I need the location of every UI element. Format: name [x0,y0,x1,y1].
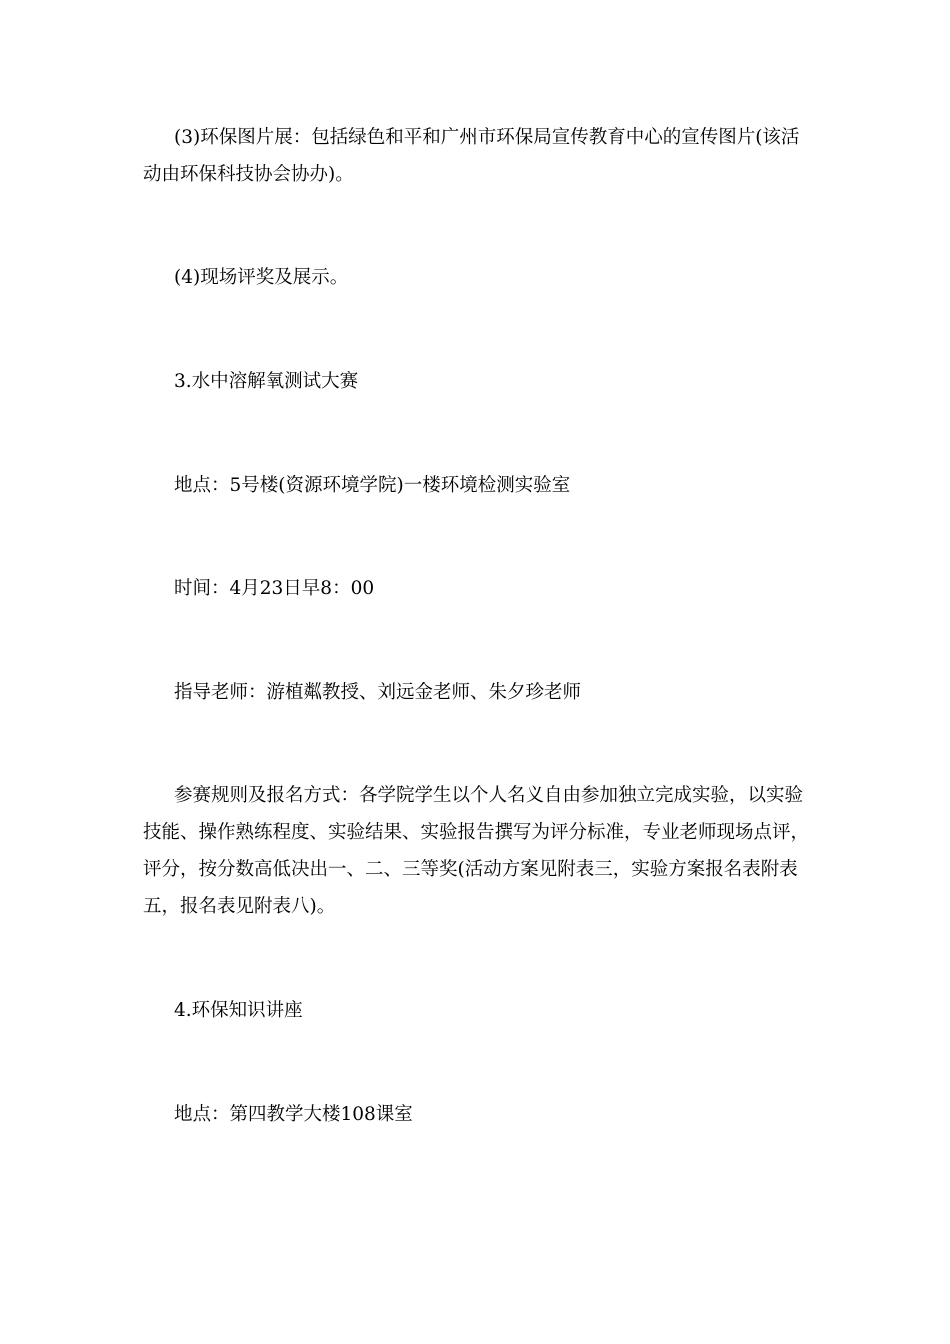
paragraph-contest-time: 时间：4月23日早8：00 [174,578,375,599]
paragraph-rules-registration: 参赛规则及报名方式：各学院学生以个人名义自由参加独立完成实验，以实验技能、操作熟练程度、实验结果、实验报告撰写为评分标准，专业老师现场点评，评分，按分数高低决出一、二、三等奖(活动方案见附表三，实验方案报名表附表五，报名表见附表八)。 [143,785,810,917]
paragraph-contest-location: 地点：5号楼(资源环境学院)一楼环境检测实验室 [174,475,571,496]
paragraph-onsite-awards: (4)现场评奖及展示。 [174,267,349,288]
paragraph-advisors: 指导老师：游植粼教授、刘远金老师、朱夕珍老师 [174,682,582,703]
heading-dissolved-oxygen-contest: 3.水中溶解氧测试大赛 [174,371,359,392]
paragraph-lecture-location: 地点：第四教学大楼108课室 [174,1104,413,1125]
heading-environmental-lecture: 4.环保知识讲座 [174,1000,303,1021]
paragraph-photo-exhibition: (3)环保图片展：包括绿色和平和广州市环保局宣传教育中心的宣传图片(该活动由环保科技协会协办)。 [143,127,800,185]
